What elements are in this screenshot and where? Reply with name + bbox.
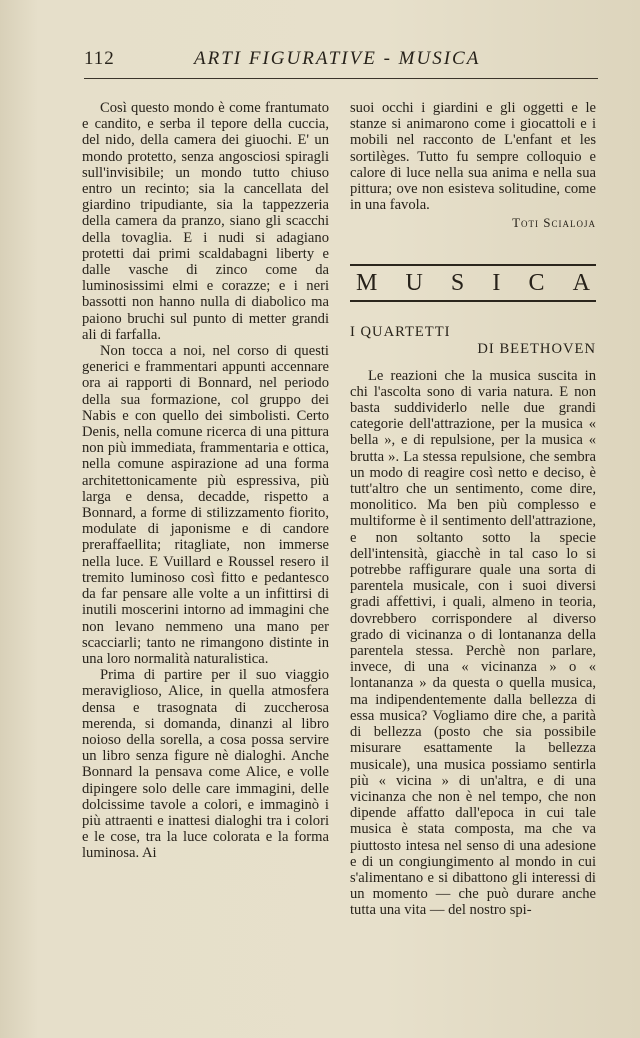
- paragraph-continuation: suoi occhi i giardini e gli oggetti e le stanze si animarono come i giocattoli e i mobili nel racconto de L'enfant et les sortilèges. Tutto fu sempre colloquio e calore di luce nella sua anima e nella sua pittura; ove non esisteva solitudine, come in una favola.: [350, 100, 596, 214]
- section-heading: [350, 264, 596, 302]
- left-column: [82, 100, 329, 862]
- paragraph: Prima di partire per il suo viaggio meraviglioso, Alice, in quella atmosfera densa e trasognata di zuccherosa merenda, si domanda, dinanzi al libro noioso della sorella, a cosa possa servire un libro senza figure nè dialoghi. Anche Bonnard la pensava come Alice, e volle dipingere solo delle care immagini, delle dolcissime tavole a colori, e immaginò i più attraenti e inattesi dialoghi tra i colori e le cose, tra la luce colorata e la forma luminosa. Ai: [82, 667, 329, 862]
- article-title-line1: I QUARTETTI: [350, 323, 451, 340]
- right-column: [350, 100, 596, 919]
- article-body: Le reazioni che la musica suscita in chi l'ascolta sono di varia natura. E non basta suddividerlo nelle due grandi categorie dell'attrazione, per la musica « bella », e di repulsione, per la musica « brutta ». La stessa repulsione, che sembra un modo di reagire così netto e deciso, è tutt'altro che un sentimento, come dire, monolitico. Ma ben più complesso e multiforme è il sentimento dell'attrazione, e non soltanto sotto la specie dell'intensità, giacchè in tal caso lo si potrebbe raffigurare quale una sorta di parentela musicale, con i suoi diversi gradi affettivi, i quali, almeno in teoria, dovrebbero corrispondere al diverso grado di vicinanza o di lontananza della parentela stessa. Perchè non parlare, invece, di una « vicinanza » o « lontananza » da questa o quella musica, ma indipendentemente dalla bellezza di essa musica? Vogliamo dire che, a parità di bellezza (posto che sia possibile misurare esattamente la bellezza musicale), una musica possiamo sentirla più « vicina » di un'altra, e di una vicinanza che non è nel tempo, che non dipende affatto dall'epoca in cui tale musica è stata composta, ma che va piuttosto intesa nel senso di una adesione e di un congiungimento al mondo in cui s'alimentano e si dibattono gli interessi di un momento — che può durare anche tutta una vita — del nostro spi-: [350, 367, 596, 919]
- page-header: [84, 48, 598, 79]
- section-heading-letter: I: [492, 269, 501, 296]
- author-signature: Toti Scialoja: [512, 215, 596, 231]
- paragraph: Non tocca a noi, nel corso di questi generici e frammentari appunti accennare ora ai rapporti di Bonnard, nel periodo della sua formazione, col gruppo dei Nabis e con quello dei simbolisti. Certo Denis, nella comune ricerca di una pittura non più immediata, frammentaria e ottica, nella comune aspirazione ad una forma architettonicamente più espressiva, più larga e densa, decadde, rispetto a Bonnard, a forme di stilizzamento fiorito, modulate di japonisme e di candore preraffaellita; ritagliate, non immerse nella luce. E Vuillard e Roussel resero il tremito luminoso così fitto e pedantesco da far pensare alle volte a un infittirsi di inutili moscerini intorno ad immagini che non levano nemmeno una mano per scacciarli; tanto ne rimangono distinte in una loro normalità naturalistica.: [82, 343, 329, 667]
- running-title: ARTI FIGURATIVE - MUSICA: [194, 48, 481, 69]
- paragraph: Così questo mondo è come frantumato e candito, e serba il tepore della cuccia, del nido, della camera dei giuochi. E' un mondo protetto, senza angosciosi spiragli sull'invisibile; un mondo tutto chiuso entro un recinto; sia la cancellata del giardino tripudiante, sia la tappezzeria della camera da pranzo, siano gli scacchi della tovaglia. E i nudi si adagiano protetti dai primi scaldabagni liberty e dalle vasche di zinco come da luminosissimi elmi e corazze; e i neri bassotti non hanno nulla di diabolico ma paiono bruchi sul punto di metter grandi ali di farfalla.: [82, 100, 329, 343]
- section-heading-letter: M: [356, 269, 378, 296]
- article-title: [350, 324, 596, 358]
- article-title-line2: DI BEETHOVEN: [477, 340, 596, 357]
- section-heading-letter: A: [572, 269, 590, 296]
- section-heading-letter: S: [450, 269, 465, 296]
- section-heading-letter: C: [528, 269, 545, 296]
- section-heading-letter: U: [405, 269, 423, 296]
- page-number: 112: [84, 48, 115, 69]
